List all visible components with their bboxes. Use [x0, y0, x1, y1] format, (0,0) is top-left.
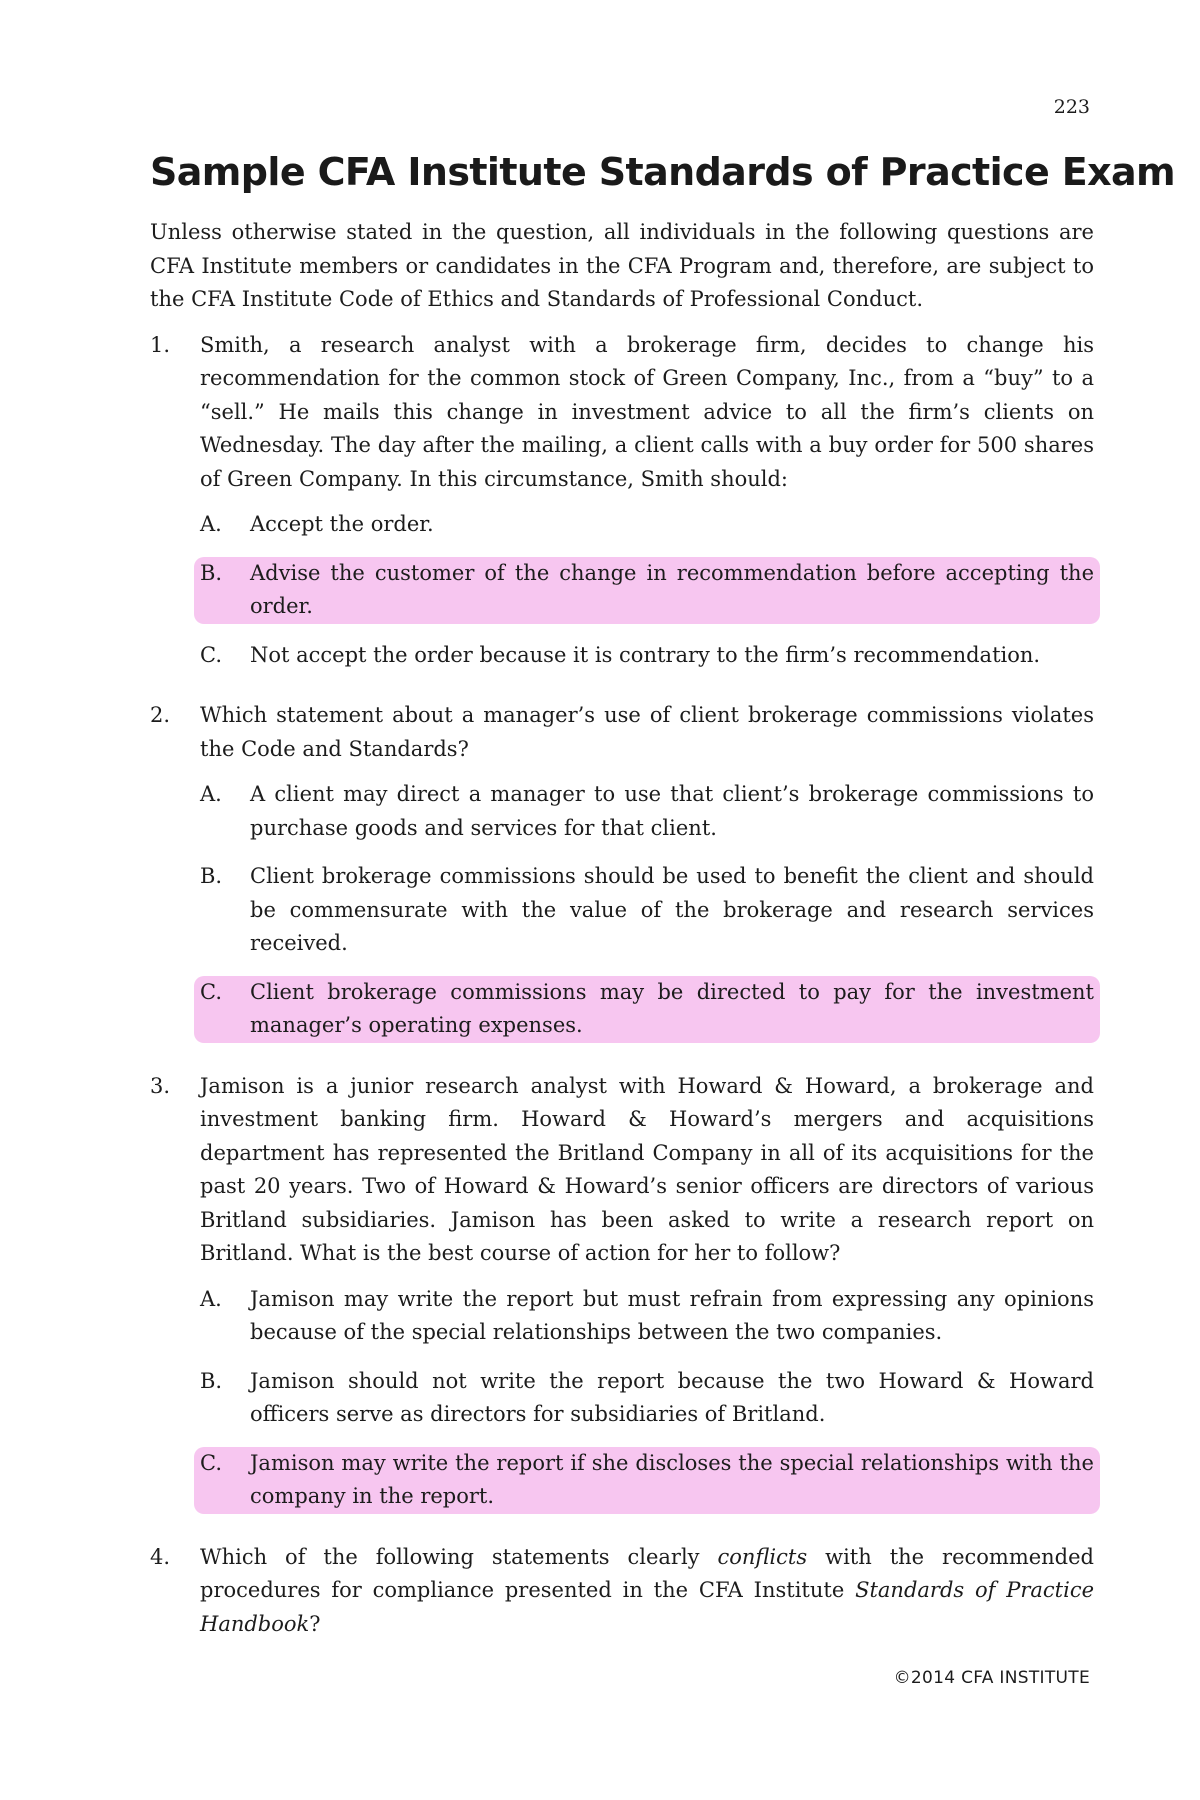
option-text: A client may direct a manager to use that client’s brokerage commissions to purchase goods and services for that client. [250, 782, 1094, 840]
option-text: Client brokerage commissions may be directed to pay for the investment manager’s operating expenses. [250, 979, 1094, 1037]
question-number: 3. [150, 1073, 171, 1098]
question-text-part: ? [309, 1611, 321, 1636]
question-number: 2. [150, 703, 171, 727]
question-text [200, 1541, 1094, 1642]
option-b [194, 1365, 1100, 1432]
question-text: Smith, a research analyst with a brokerage firm, decides to change his recommendation for the common stock of Green Company, Inc., from a “buy” to a “sell.” He mails this change in investment advice to all the firm’s clients on Wednesday. The day after the mailing, a client calls with a buy order for 500 shares of Green Company. In this circumstance, Smith should: [200, 332, 1094, 491]
option-a [194, 778, 1100, 845]
handbook-title: Standards of Practice Handbook [200, 1578, 1095, 1636]
option-label: A. [200, 1286, 222, 1311]
question-4 [150, 1541, 1094, 1654]
question-text: Jamison is a junior research analyst with Howard & Howard, a brokerage and investment banking firm. Howard & Howard’s mergers and acquisitions department has represented the Britland Company in all of its acquisitions for the past 20 years. Two of Howard & Howard’s senior officers are directors of various Britland subsidiaries. Jamison has been asked to write a research report on Britland. What is the best course of action for her to follow? [200, 1073, 1094, 1265]
page-content [150, 150, 1176, 1665]
option-label: C. [200, 1450, 222, 1475]
question-body [200, 1541, 1094, 1654]
question-body [200, 329, 1094, 688]
question-text: Which statement about a manager’s use of client brokerage commissions violates the Code and Standards? [200, 703, 1094, 761]
option-label: A. [200, 782, 222, 806]
copyright-footer: ©2014 CFA INSTITUTE [893, 1668, 1090, 1688]
page-number: 223 [1053, 96, 1090, 118]
question-body [200, 699, 1094, 1058]
option-c-highlighted [194, 1447, 1100, 1514]
option-text: Not accept the order because it is contrary to the firm’s recommendation. [250, 642, 1041, 667]
option-label: C. [200, 979, 222, 1004]
option-b [194, 860, 1100, 961]
question-number: 1. [150, 332, 171, 357]
option-label: B. [200, 1368, 223, 1393]
option-label: A. [200, 512, 222, 536]
question-text-emphasis: conflicts [717, 1544, 808, 1569]
option-text: Accept the order. [250, 512, 434, 536]
question-2 [150, 699, 1094, 1058]
intro-paragraph: Unless otherwise stated in the question, all individuals in the following questions are CFA Institute members or candidates in the CFA Program and, therefore, are subject to the CFA Institute Code of Ethics and Standards of Professional Conduct. [150, 220, 1094, 311]
question-1 [150, 329, 1094, 688]
question-3 [150, 1070, 1094, 1529]
question-body [200, 1070, 1094, 1529]
option-text: Client brokerage commissions should be used to benefit the client and should be commensurate with the value of the brokerage and research services received. [250, 864, 1094, 955]
question-text-part: with the recommended procedures for compliance presented in the CFA Institute [200, 1544, 1094, 1602]
page-title: Sample CFA Institute Standards of Practice Exam [150, 150, 1176, 194]
option-a [194, 508, 1100, 542]
option-c [194, 639, 1100, 673]
option-b-highlighted [194, 557, 1100, 624]
question-text-part: Which of the following statements clearly [200, 1544, 718, 1569]
option-label: B. [200, 560, 223, 585]
question-number: 4. [150, 1544, 171, 1569]
option-text: Jamison may write the report but must refrain from expressing any opinions because of the special relationships between the two companies. [250, 1286, 1094, 1344]
option-text: Jamison should not write the report because the two Howard & Howard officers serve as directors for subsidiaries of Britland. [250, 1368, 1094, 1426]
option-label: B. [200, 864, 223, 888]
option-text: Advise the customer of the change in recommendation before accepting the order. [250, 560, 1094, 618]
option-text: Jamison may write the report if she discloses the special relationships with the company in the report. [250, 1450, 1094, 1508]
option-a [194, 1283, 1100, 1350]
option-label: C. [200, 642, 222, 667]
option-c-highlighted [194, 976, 1100, 1043]
